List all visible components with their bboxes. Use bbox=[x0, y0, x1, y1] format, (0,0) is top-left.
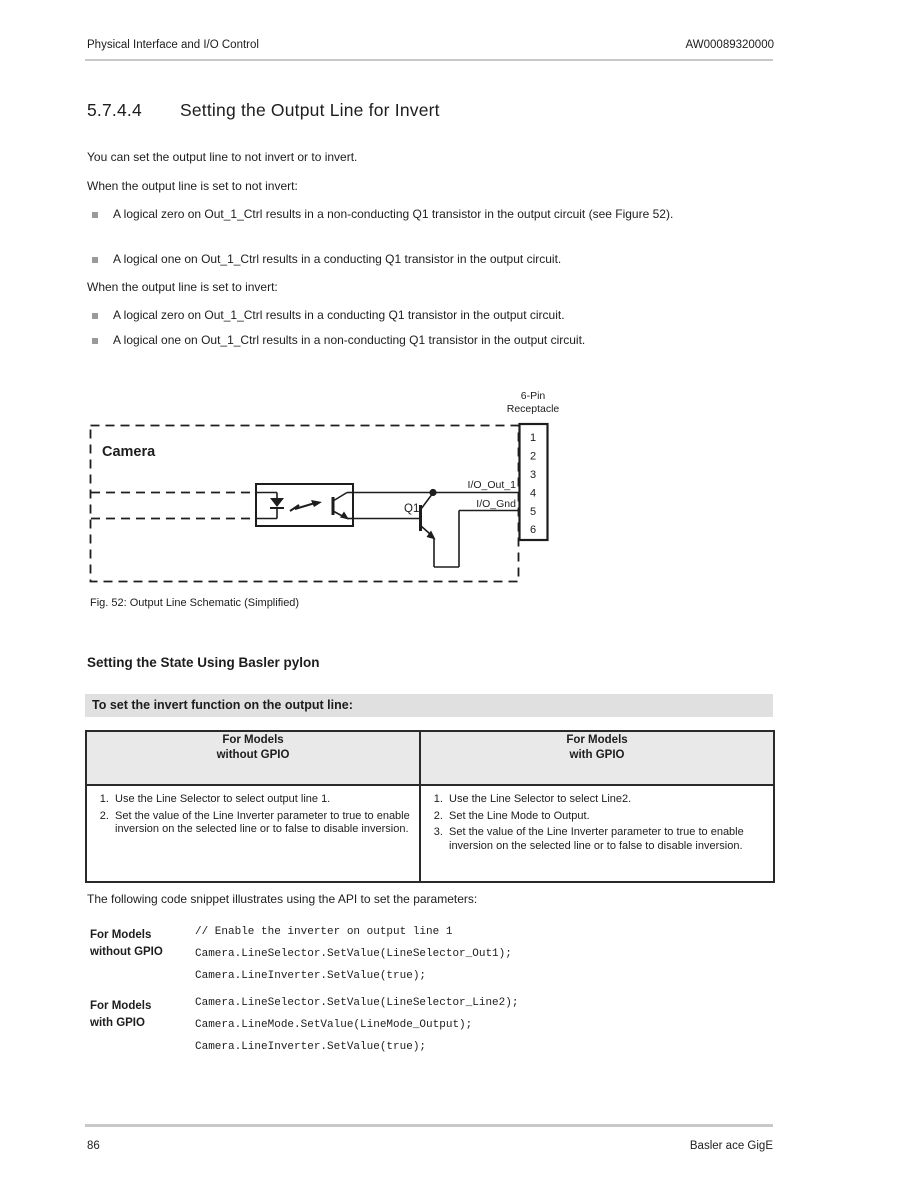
figure-caption: Fig. 52: Output Line Schematic (Simplified) bbox=[90, 597, 300, 609]
code-line: Camera.LineInverter.SetValue(true); bbox=[195, 970, 427, 982]
junction-dot bbox=[429, 489, 436, 496]
section-heading-text: Setting the Output Line for Invert bbox=[180, 100, 440, 120]
code-lines bbox=[195, 996, 518, 1062]
bullet-item bbox=[87, 308, 755, 324]
header-text: without GPIO bbox=[216, 749, 290, 761]
pin-1-label: 1 bbox=[529, 432, 537, 444]
io-out-label: I/O_Out_1 bbox=[467, 479, 516, 491]
bullet-square-icon bbox=[92, 338, 98, 344]
bullet-square-icon bbox=[92, 212, 98, 218]
paragraph-not-invert-lead: When the output line is set to not invert: bbox=[87, 179, 298, 193]
code-block-label bbox=[90, 996, 195, 1062]
bullet-text: A logical one on Out_1_Ctrl results in a non-conducting Q1 transistor in the output circuit. bbox=[113, 333, 586, 347]
page-number: 86 bbox=[87, 1140, 100, 1152]
table-body-row bbox=[86, 785, 774, 882]
header-doc-number: AW00089320000 bbox=[685, 39, 774, 51]
paragraph-invert-lead: When the output line is set to invert: bbox=[87, 280, 278, 294]
pin-4-label: 4 bbox=[529, 487, 537, 500]
instruction-banner: To set the invert function on the output line: bbox=[85, 694, 773, 717]
step-item: 3. Set the value of the Line Inverter parameter to true to enable inversion on the selected line or to false to disable inversion. bbox=[446, 826, 767, 853]
code-line: Camera.LineMode.SetValue(LineMode_Output); bbox=[195, 1019, 473, 1031]
output-line-schematic bbox=[85, 388, 580, 590]
optocoupler-symbol bbox=[256, 484, 353, 526]
bullet-square-icon bbox=[92, 313, 98, 319]
q1-transistor-symbol bbox=[421, 493, 460, 567]
cell-with-gpio-steps bbox=[420, 785, 774, 882]
label-line: For Models bbox=[90, 1000, 152, 1012]
code-block-with-gpio bbox=[90, 996, 770, 1062]
header-text: For Models bbox=[566, 734, 628, 746]
header-text: with GPIO bbox=[569, 749, 625, 761]
code-line: // Enable the inverter on output line 1 bbox=[195, 926, 453, 938]
camera-label: Camera bbox=[102, 444, 156, 460]
table-header-row bbox=[86, 731, 774, 785]
code-block-label bbox=[90, 925, 195, 991]
header-text: For Models bbox=[222, 734, 284, 746]
bullet-item bbox=[87, 333, 755, 349]
code-intro: The following code snippet illustrates using the API to set the parameters: bbox=[87, 892, 478, 906]
receptacle-label-line1: 6-Pin bbox=[520, 390, 546, 402]
step-item: 2. Set the Line Mode to Output. bbox=[446, 810, 767, 824]
code-line: Camera.LineInverter.SetValue(true); bbox=[195, 1041, 427, 1053]
table-header-without-gpio bbox=[86, 731, 420, 785]
code-block-without-gpio bbox=[90, 925, 770, 991]
pin-2-label: 2 bbox=[529, 450, 537, 463]
pylon-heading: Setting the State Using Basler pylon bbox=[87, 655, 320, 670]
step-item: 1. Use the Line Selector to select Line2. bbox=[446, 793, 767, 807]
code-line: Camera.LineSelector.SetValue(LineSelector_Line2); bbox=[195, 997, 519, 1009]
code-lines bbox=[195, 925, 512, 991]
paragraph-intro: You can set the output line to not invert or to invert. bbox=[87, 150, 358, 164]
label-line: with GPIO bbox=[90, 1017, 145, 1029]
receptacle-label-line2: Receptacle bbox=[506, 403, 560, 415]
pin-3-label: 3 bbox=[529, 469, 537, 481]
bullet-item bbox=[87, 252, 755, 268]
bullet-text: A logical one on Out_1_Ctrl results in a conducting Q1 transistor in the output circuit. bbox=[113, 252, 562, 266]
cell-without-gpio-steps bbox=[86, 785, 420, 882]
label-line: For Models bbox=[90, 929, 152, 941]
footer-product-name: Basler ace GigE bbox=[689, 1140, 773, 1152]
pin-5-label: 5 bbox=[529, 506, 537, 518]
header-left: Physical Interface and I/O Control bbox=[87, 39, 259, 51]
section-number: 5.7.4.4 bbox=[87, 100, 142, 120]
code-line: Camera.LineSelector.SetValue(LineSelector_Out1); bbox=[195, 948, 512, 960]
io-gnd-label: I/O_Gnd bbox=[476, 498, 516, 510]
table-header-with-gpio bbox=[420, 731, 774, 785]
q1-label: Q1 bbox=[404, 503, 420, 515]
bullet-item bbox=[87, 207, 755, 223]
step-item: 2. Set the value of the Line Inverter parameter to true to enable inversion on the selected line or to false to disable inversion. bbox=[112, 810, 413, 837]
pin-6-label: 6 bbox=[529, 524, 537, 536]
footer-rule bbox=[85, 1124, 773, 1127]
step-item: 1. Use the Line Selector to select output line 1. bbox=[112, 793, 413, 807]
header-rule bbox=[85, 59, 773, 61]
bullet-text: A logical zero on Out_1_Ctrl results in a conducting Q1 transistor in the output circuit. bbox=[113, 308, 565, 322]
section-title bbox=[87, 100, 787, 121]
bullet-square-icon bbox=[92, 257, 98, 263]
bullet-text: A logical zero on Out_1_Ctrl results in a non-conducting Q1 transistor in the output circuit (see Figure 52). bbox=[113, 207, 674, 221]
label-line: without GPIO bbox=[90, 946, 163, 958]
models-table bbox=[85, 730, 775, 883]
